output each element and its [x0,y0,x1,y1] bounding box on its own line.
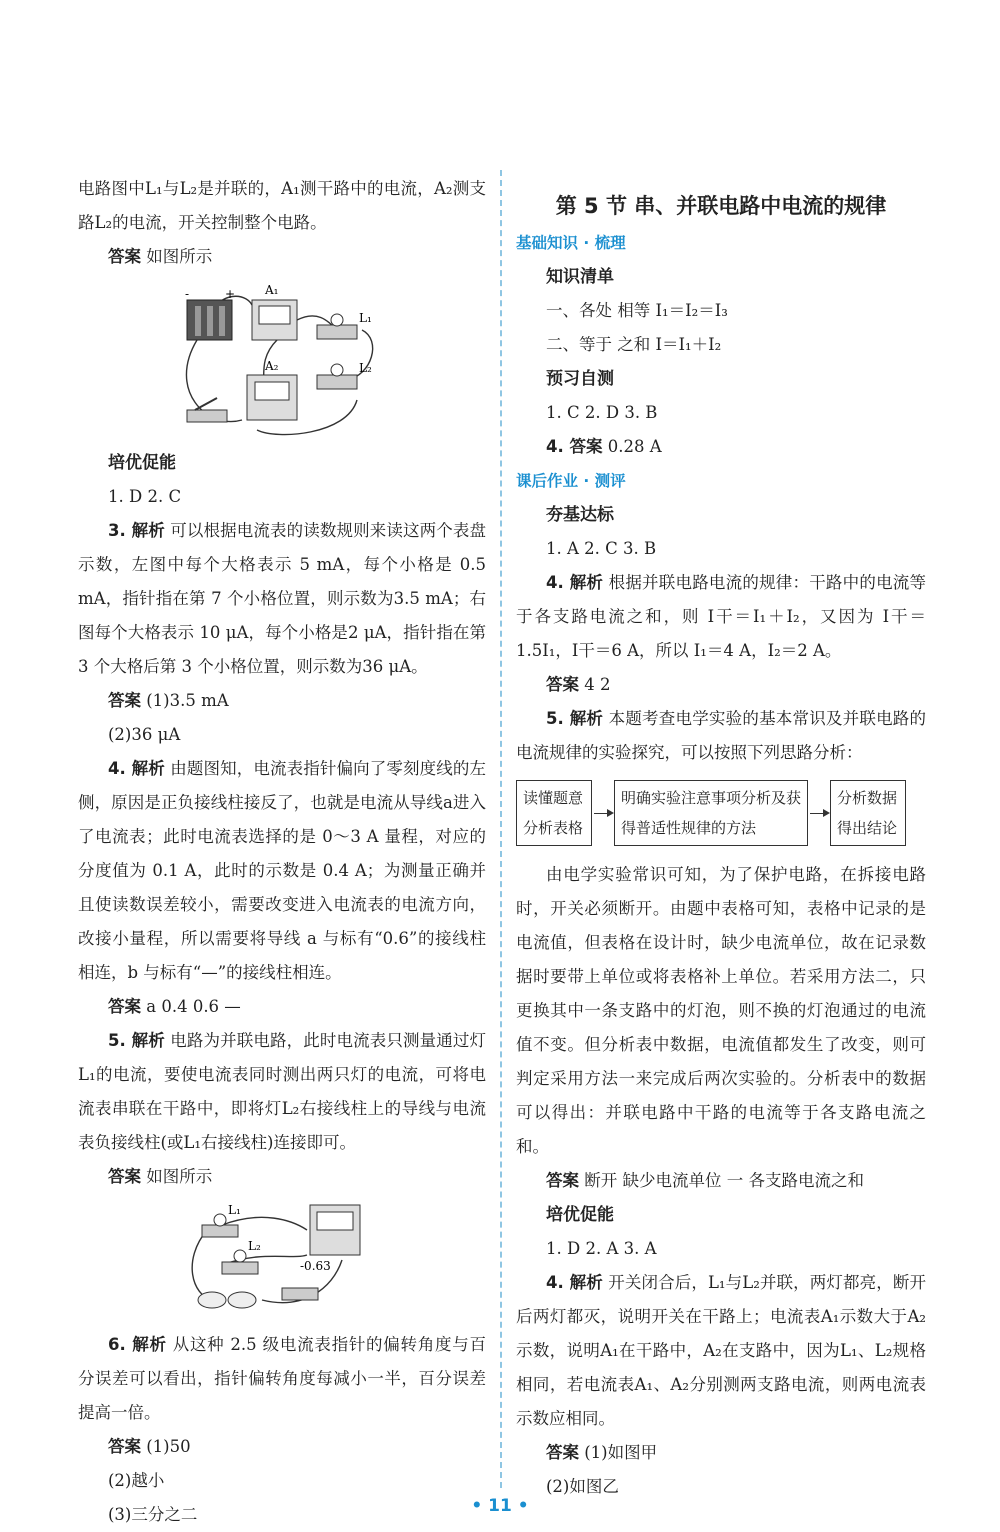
subsection-duoji: 夯基达标 [546,505,614,525]
subsection-peiyou: 培优促能 [546,1205,614,1225]
right-column [516,172,926,1504]
q5-analysis: 5. 解析 电路为并联电路，此时电流表只测量通过灯L₁的电流，要使电流表同时测出两只灯的电流，可将电流表串联在干路中，即将灯L₂右接线柱上的导线与电流表负接线柱(或L₁右接线柱)连接即可。 [78,1031,486,1152]
analysis-flowchart [516,780,926,846]
q5-answer: 答案 如图所示 [108,1167,213,1186]
q3-analysis: 3. 解析 可以根据电流表的读数规则来读这两个表盘示数，左图中每个大格表示 5 mA，每个小格是 0.5 mA，指针指在第 7 个小格位置，则示数为3.5 mA；右图每个大格表示 10 μA，每个小格是2 μA，指针指在第 3 个大格后第 3 个小格位置，则示数为36 μA。 [78,521,486,676]
q3-answer-1: 答案 (1)3.5 mA [108,691,229,710]
switch-icon [187,410,227,422]
subsection-zhishi: 知识清单 [546,267,614,287]
basic-q4-answer: 答案 4 2 [546,675,611,694]
advanced-answers: 1. D 2. A 3. A [546,1239,657,1258]
arrow-right-icon [810,813,828,814]
q6-analysis: 6. 解析 从这种 2.5 级电流表指针的偏转角度与百分误差可以看出，指针偏转角度每减小一半，百分误差提高一倍。 [78,1335,486,1422]
lamp-l2-icon [317,375,357,389]
svg-text:L₁: L₁ [359,311,372,325]
basic-q5-analysis: 5. 解析 本题考查电学实验的基本常识及并联电路的电流规律的实验探究，可以按照下列思路分析： [516,709,927,762]
left-column [78,172,486,1532]
switch-icon [282,1288,318,1300]
basic-q5-text: 由电学实验常识可知，为了保护电路，在拆接电路时，开关必须断开。由题中表格可知，表格中记录的是电流值，但表格在设计时，缺少电流单位，故在记录数据时要带上单位或将表格补上单位。若采用方法二，只更换其中一条支路中的灯泡，则不换的灯泡通过的电流值不变。但分析表中数据，电流值都发生了改变，则可判定采用方法一来完成后两次实验的。分析表中的数据可以得出：并联电路中干路的电流等于各支路电流之和。 [516,865,926,1156]
svg-text:L₂: L₂ [248,1239,261,1253]
section-peiyou: 培优促能 [108,453,176,473]
q6-answer-3: (3)三分之二 [108,1505,198,1524]
q4-answer: 答案 a 0.4 0.6 — [108,997,241,1016]
svg-text:-: - [185,287,190,301]
svg-text:A₁: A₁ [265,283,279,297]
q3-answer-2: (2)36 μA [108,725,181,744]
advanced-q4-analysis: 4. 解析 开关闭合后，L₁与L₂并联，两灯都亮，断开后两灯都灭，说明开关在干路上；电流表A₁示数大于A₂示数，说明A₁在干路中，A₂在支路中，因为L₁、L₂规格相同，若电流表A₁、A₂分别测两支路电流，则两电流表示数应相同。 [516,1273,926,1428]
q4-analysis: 4. 解析 由题图知，电流表指针偏向了零刻度线的左侧，原因是正负接线柱接反了，也就是电流从导线a进入了电流表；此时电流表选择的是 0～3 A 量程，对应的分度值为 0.1 A，此时的示数是 0.4 A；为测量正确并且使读数误差较小，需要改变进入电流表的电流方向，改接小量程，所以需要将导线 a 与标有“0.6”的接线柱相连，b 与标有“—”的接线柱相连。 [78,759,486,982]
lamp-l1-icon [317,325,357,339]
arrow-right-icon [594,813,612,814]
subsection-yuxi: 预习自测 [546,369,614,389]
lamp-l2-icon [222,1262,258,1274]
page-number: • 11 • [471,1496,529,1516]
q6-answer-1: 答案 (1)50 [108,1437,191,1456]
svg-text:L₁: L₁ [228,1203,241,1217]
circuit-figure-1 [167,280,397,440]
svg-text:-0.63: -0.63 [300,1259,331,1273]
q1-2-answers: 1. D 2. C [108,487,182,506]
flow-step-2: 明确实验注意事项分析及获得普适性规律的方法 [614,780,808,846]
section-header-jichu: 基础知识 · 梳理 [516,234,626,252]
lamp-l1-icon [202,1225,238,1237]
answer-line: 答案 如图所示 [108,247,213,266]
basic-answers: 1. A 2. C 3. B [546,539,657,558]
intro-text: 电路图中L₁与L₂是并联的，A₁测干路中的电流，A₂测支路L₂的电流，开关控制整个电路。 [78,179,486,232]
advanced-q4-answer-1: 答案 (1)如图甲 [546,1443,658,1462]
knowledge-2: 二、等于 之和 I＝I₁＋I₂ [546,335,722,354]
preview-answers: 1. C 2. D 3. B [546,403,658,422]
flow-step-3: 分析数据得出结论 [830,780,906,846]
basic-q5-answer: 答案 断开 缺少电流单位 一 各支路电流之和 [546,1171,864,1190]
section-title: 第 5 节 串、并联电路中电流的规律 [555,194,887,218]
svg-text:+: + [225,287,236,301]
basic-q4-analysis: 4. 解析 根据并联电路电流的规律：干路中的电流等于各支路电流之和，则 I干＝I₁＋I₂，又因为 I干＝1.5I₁，I干＝6 A，所以 I₁＝4 A，I₂＝2 A。 [516,573,927,660]
column-divider [500,170,502,1488]
advanced-q4-answer-2: (2)如图乙 [546,1477,619,1496]
svg-text:L₂: L₂ [359,361,372,375]
battery-icon [198,1292,226,1308]
q6-answer-2: (2)越小 [108,1471,165,1490]
section-header-kehou: 课后作业 · 测评 [516,472,626,490]
flow-step-1: 读懂题意分析表格 [516,780,592,846]
circuit-figure-2 [182,1200,382,1322]
knowledge-1: 一、各处 相等 I₁＝I₂＝I₃ [546,301,728,320]
preview-q4: 4. 答案 0.28 A [546,437,662,456]
svg-text:A₂: A₂ [265,359,279,373]
